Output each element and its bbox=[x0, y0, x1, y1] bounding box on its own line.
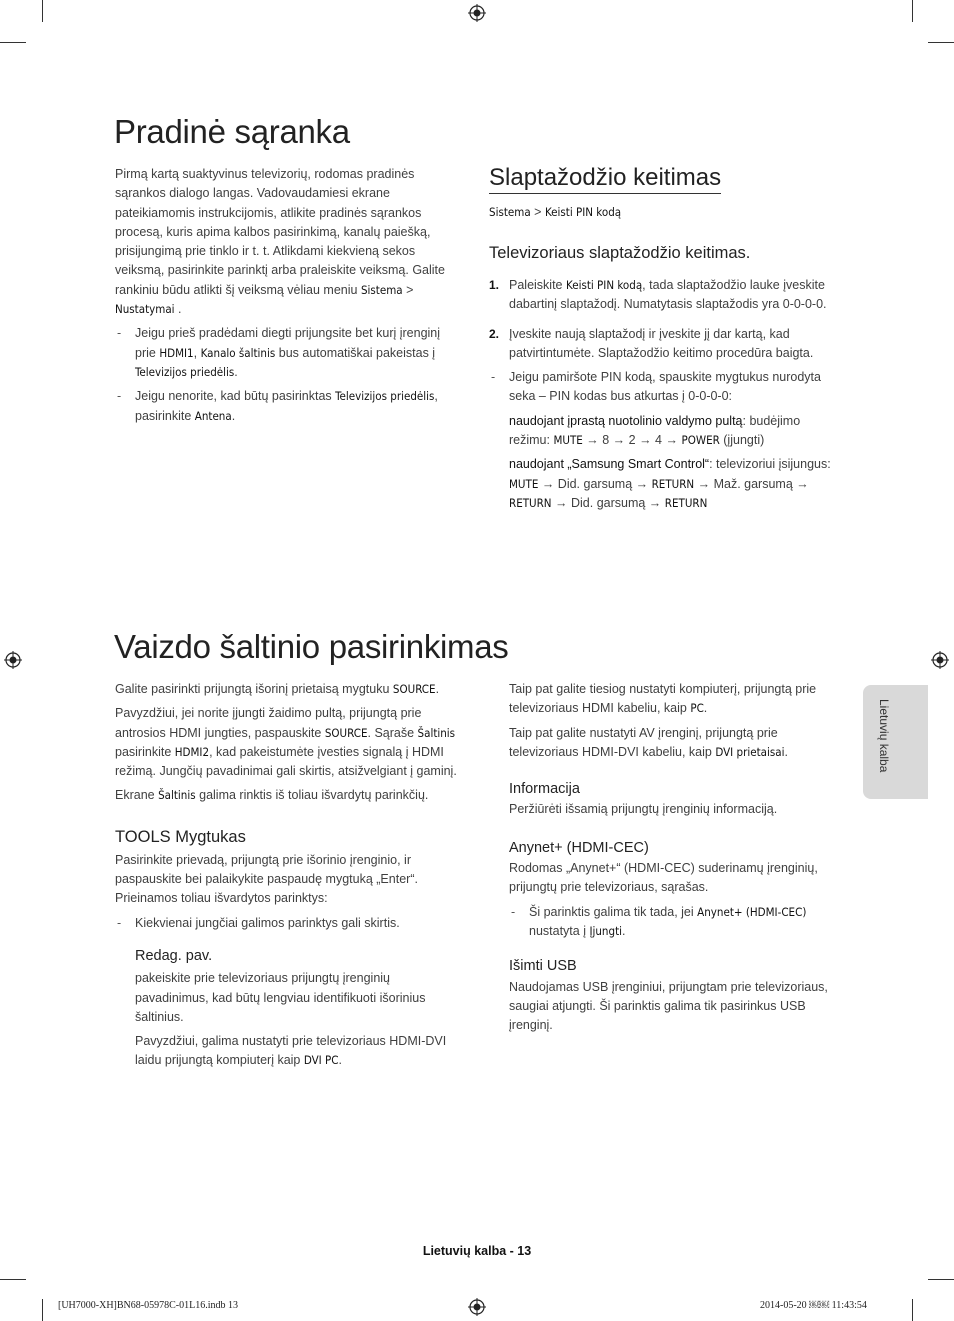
remote-type: naudojant įprastą nuotolinio valdymo pultą bbox=[509, 413, 743, 428]
text: → Maž. garsumą → bbox=[694, 476, 809, 491]
file-info: [UH7000-XH]BN68-05978C-01L16.indb 13 bbox=[58, 1300, 238, 1311]
paragraph bbox=[115, 786, 460, 805]
text: . bbox=[234, 364, 238, 379]
password-change-body bbox=[489, 276, 844, 513]
text: Pavyzdžiui, galima nustatyti prie televizoriaus HDMI-DVI laidu prijungtą kompiuterį kaip bbox=[135, 1034, 447, 1068]
menu-name: Kanalo šaltinis bbox=[200, 345, 276, 360]
option-title: Redag. pav. bbox=[135, 947, 213, 964]
crop-mark bbox=[42, 0, 43, 22]
paragraph bbox=[115, 704, 460, 781]
text: . bbox=[784, 744, 788, 759]
remote-sequence-standard bbox=[509, 412, 844, 451]
key-name: RETURN bbox=[664, 495, 708, 510]
registration-mark-icon bbox=[468, 4, 486, 22]
text: (įjungti) bbox=[719, 433, 765, 448]
list-item: - Jeigu nenorite, kad būtų pasirinktas Televizijos priedėlis, pasirinkite Antena. bbox=[117, 389, 438, 423]
menu-name: HDMI2 bbox=[174, 744, 210, 759]
crop-mark bbox=[928, 1279, 954, 1280]
paragraph bbox=[509, 724, 844, 763]
source-left-column bbox=[115, 680, 460, 1071]
section-title-initial-setup: Pradinė sąranka bbox=[114, 113, 350, 150]
menu-name: Šaltinis bbox=[158, 788, 196, 803]
text: , bbox=[193, 345, 201, 360]
step-number: 1. bbox=[489, 278, 500, 292]
text: Ekrane bbox=[115, 788, 159, 803]
breadcrumb-item: Sistema bbox=[489, 205, 531, 219]
section-title-password-change: Slaptažodžio keitimas bbox=[489, 164, 721, 194]
crop-mark bbox=[0, 1279, 26, 1280]
menu-name: Anynet+ (HDMI-CEC) bbox=[697, 904, 807, 919]
menu-name: Šaltinis bbox=[417, 725, 456, 740]
text: . bbox=[174, 302, 182, 317]
source-right-column bbox=[509, 680, 844, 1035]
menu-name: Sistema bbox=[360, 282, 403, 297]
key-name: SOURCE bbox=[324, 725, 368, 740]
menu-name: DVI prietaisai bbox=[715, 744, 785, 759]
remote-sequence-smart-control bbox=[509, 455, 844, 513]
crop-mark bbox=[0, 42, 26, 43]
text: : televizoriui įsijungus: bbox=[709, 457, 831, 472]
menu-name: DVI PC bbox=[303, 1053, 339, 1068]
subsection-title: TOOLS Mygtukas bbox=[115, 827, 246, 846]
key-name: MUTE bbox=[553, 433, 583, 448]
initial-setup-body bbox=[115, 165, 460, 426]
option-title: Informacija bbox=[509, 781, 580, 798]
text: nustatyta į bbox=[529, 923, 590, 938]
step-number: 2. bbox=[489, 326, 500, 341]
paragraph bbox=[115, 680, 460, 699]
menu-name: PC bbox=[690, 701, 704, 716]
menu-name: Antena bbox=[194, 408, 232, 423]
remote-type: naudojant „Samsung Smart Control“ bbox=[509, 457, 710, 472]
registration-mark-icon bbox=[931, 651, 949, 669]
key-name: RETURN bbox=[651, 476, 695, 491]
crop-mark bbox=[912, 1299, 913, 1321]
language-side-tab bbox=[863, 685, 928, 799]
text: Taip pat galite tiesiog nustatyti kompiuterį, prijungtą prie televizoriaus HDMI kabeliu, kaip bbox=[509, 682, 817, 716]
paragraph bbox=[509, 680, 844, 719]
side-tab-label: Lietuvių kalba bbox=[877, 699, 891, 773]
menu-name: Įjungti bbox=[589, 923, 622, 938]
text: Galite pasirinkti prijungtą išorinį prietaisą mygtuku bbox=[115, 682, 393, 696]
list-item: - Ši parinktis galima tik tada, jei Anynet+ (HDMI-CEC) nustatyta į Įjungti. bbox=[511, 904, 807, 938]
text: Pirmą kartą suaktyvinus televizorių, rodomas pradinės sąrankos dialogo langas. Vadovaudamiesi ekrane pateikiamomis instrukcijomis, atlikite pradinės sąrankos procesą, kuris apima kalbos pasirinkimą, kanalų paiešką, prisijungimą prie tinklo ir t. t. Atlikdami kiekvieną sekos veiksmą, pasirinkite parinktį arba praleiskite veiksmą. Galite rankiniu būdu atlikti šį veiksmą vėliau meniu bbox=[115, 167, 445, 297]
list-item: - Jeigu pamiršote PIN kodą, spauskite mygtukus nurodyta seka – PIN kodas bus atkurtas į 0-0-0-0: bbox=[491, 370, 821, 404]
text: Jeigu prieš pradėdami diegti prijungsite bet kurį įrenginį prie bbox=[135, 326, 441, 360]
key-name: RETURN bbox=[509, 495, 552, 510]
crop-mark bbox=[42, 1299, 43, 1321]
text: Paleiskite bbox=[509, 278, 566, 292]
text: galima rinktis iš toliau išvardytų parinkčių. bbox=[195, 788, 429, 803]
menu-name: HDMI1 bbox=[159, 345, 194, 360]
text: . bbox=[703, 701, 708, 716]
text: Jeigu nenorite, kad būtų pasirinktas bbox=[135, 389, 336, 404]
registration-mark-icon bbox=[468, 1298, 486, 1316]
menu-name: Keisti PIN kodą bbox=[565, 278, 643, 292]
paragraph: Peržiūrėti išsamią prijungtų įrenginių informaciją. bbox=[509, 802, 778, 817]
text: → Did. garsumą → bbox=[551, 495, 665, 510]
option-title: Išimti USB bbox=[509, 958, 577, 975]
page-number: Lietuvių kalba - 13 bbox=[422, 1244, 532, 1258]
menu-name: Televizijos priedėlis bbox=[135, 364, 235, 379]
subsection-title: Televizoriaus slaptažodžio keitimas. bbox=[489, 244, 751, 262]
breadcrumb-separator: > bbox=[530, 205, 545, 219]
text: : budėjimo režimu: bbox=[509, 413, 801, 448]
section-title-source-selection: Vaizdo šaltinio pasirinkimas bbox=[114, 628, 509, 665]
text: . bbox=[231, 408, 236, 423]
key-name: POWER bbox=[681, 433, 720, 448]
text: Pavyzdžiui, jei norite įjungti žaidimo pultą, prijungtą prie antrosios HDMI jungties, paspauskite bbox=[115, 706, 422, 740]
list-item: - Jeigu prieš pradėdami diegti prijungsite bet kurį įrenginį prie HDMI1, Kanalo šaltinis bus automatiškai pakeistas į Televizijos priedėlis. bbox=[117, 326, 441, 379]
paragraph: pakeiskite prie televizoriaus prijungtų įrenginių pavadinimus, kad būtų lengviau identifikuoti išorinius šaltinius. bbox=[135, 971, 426, 1024]
text: . Sąraše bbox=[367, 725, 418, 740]
crop-mark bbox=[928, 42, 954, 43]
menu-name: Televizijos priedėlis bbox=[335, 389, 435, 404]
menu-name: Nustatymai bbox=[115, 302, 175, 317]
text: , tada slaptažodžio lauke įveskite dabartinį slaptažodį. Numatytasis slaptažodis yra 0-0-0-0. bbox=[509, 278, 827, 312]
text: , pasirinkite bbox=[135, 389, 438, 423]
text: . bbox=[622, 923, 626, 938]
breadcrumb-item: Keisti PIN kodą bbox=[544, 205, 622, 219]
print-date: 2014-05-20 ￼￼ 11:43:54 bbox=[760, 1300, 867, 1311]
key-name: SOURCE bbox=[392, 682, 436, 696]
text: → Did. garsumą → bbox=[538, 476, 652, 491]
text: → 8 → 2 → 4 → bbox=[582, 433, 682, 448]
text: . bbox=[338, 1053, 342, 1068]
paragraph: Naudojamas USB įrenginiui, prijungtam prie televizoriaus, saugiai atjungti. Ši parinktis galima tik pasirinkus USB įrenginį. bbox=[509, 979, 828, 1033]
paragraph: Pasirinkite prievadą, prijungtą prie išorinio įrenginio, ir paspauskite bei palaikykite paspaudę mygtuką „Enter“. Prieinamos toliau išvardytos parinktys: bbox=[115, 852, 418, 906]
registration-mark-icon bbox=[4, 651, 22, 669]
text: , kad pakeistumėte įvesties signalą į HDMI režimą. Jungčių pavadinimai gali skirtis, atsižvelgiant į gaminį. bbox=[115, 744, 457, 779]
text: Ši parinktis galima tik tada, jei bbox=[529, 904, 698, 919]
breadcrumb bbox=[489, 203, 621, 222]
step-1 bbox=[489, 276, 844, 315]
list-item: - Kiekvienai jungčiai galimos parinktys gali skirtis. bbox=[117, 915, 400, 930]
paragraph bbox=[135, 1032, 460, 1071]
option-title: Anynet+ (HDMI-CEC) bbox=[509, 839, 649, 856]
paragraph: Rodomas „Anynet+“ (HDMI-CEC) suderinamų įrenginių, prijungtų prie televizoriaus, sąrašas. bbox=[509, 861, 818, 895]
initial-setup-intro bbox=[115, 165, 460, 319]
key-name: MUTE bbox=[509, 476, 539, 491]
step-2: 2. Įveskite naują slaptažodį ir įveskite jį dar kartą, kad patvirtintumėte. Slaptažodžio keitimo procedūra baigta. bbox=[489, 326, 814, 360]
option-edit-name bbox=[135, 947, 460, 1071]
text: > bbox=[402, 282, 414, 297]
crop-mark bbox=[912, 0, 913, 22]
text: Taip pat galite nustatyti AV įrenginį, prijungtą prie televizoriaus HDMI-DVI kabeliu, kaip bbox=[509, 725, 778, 759]
text: bus automatiškai pakeistas į bbox=[275, 345, 436, 360]
text: . bbox=[435, 682, 440, 696]
text: pasirinkite bbox=[115, 744, 175, 759]
